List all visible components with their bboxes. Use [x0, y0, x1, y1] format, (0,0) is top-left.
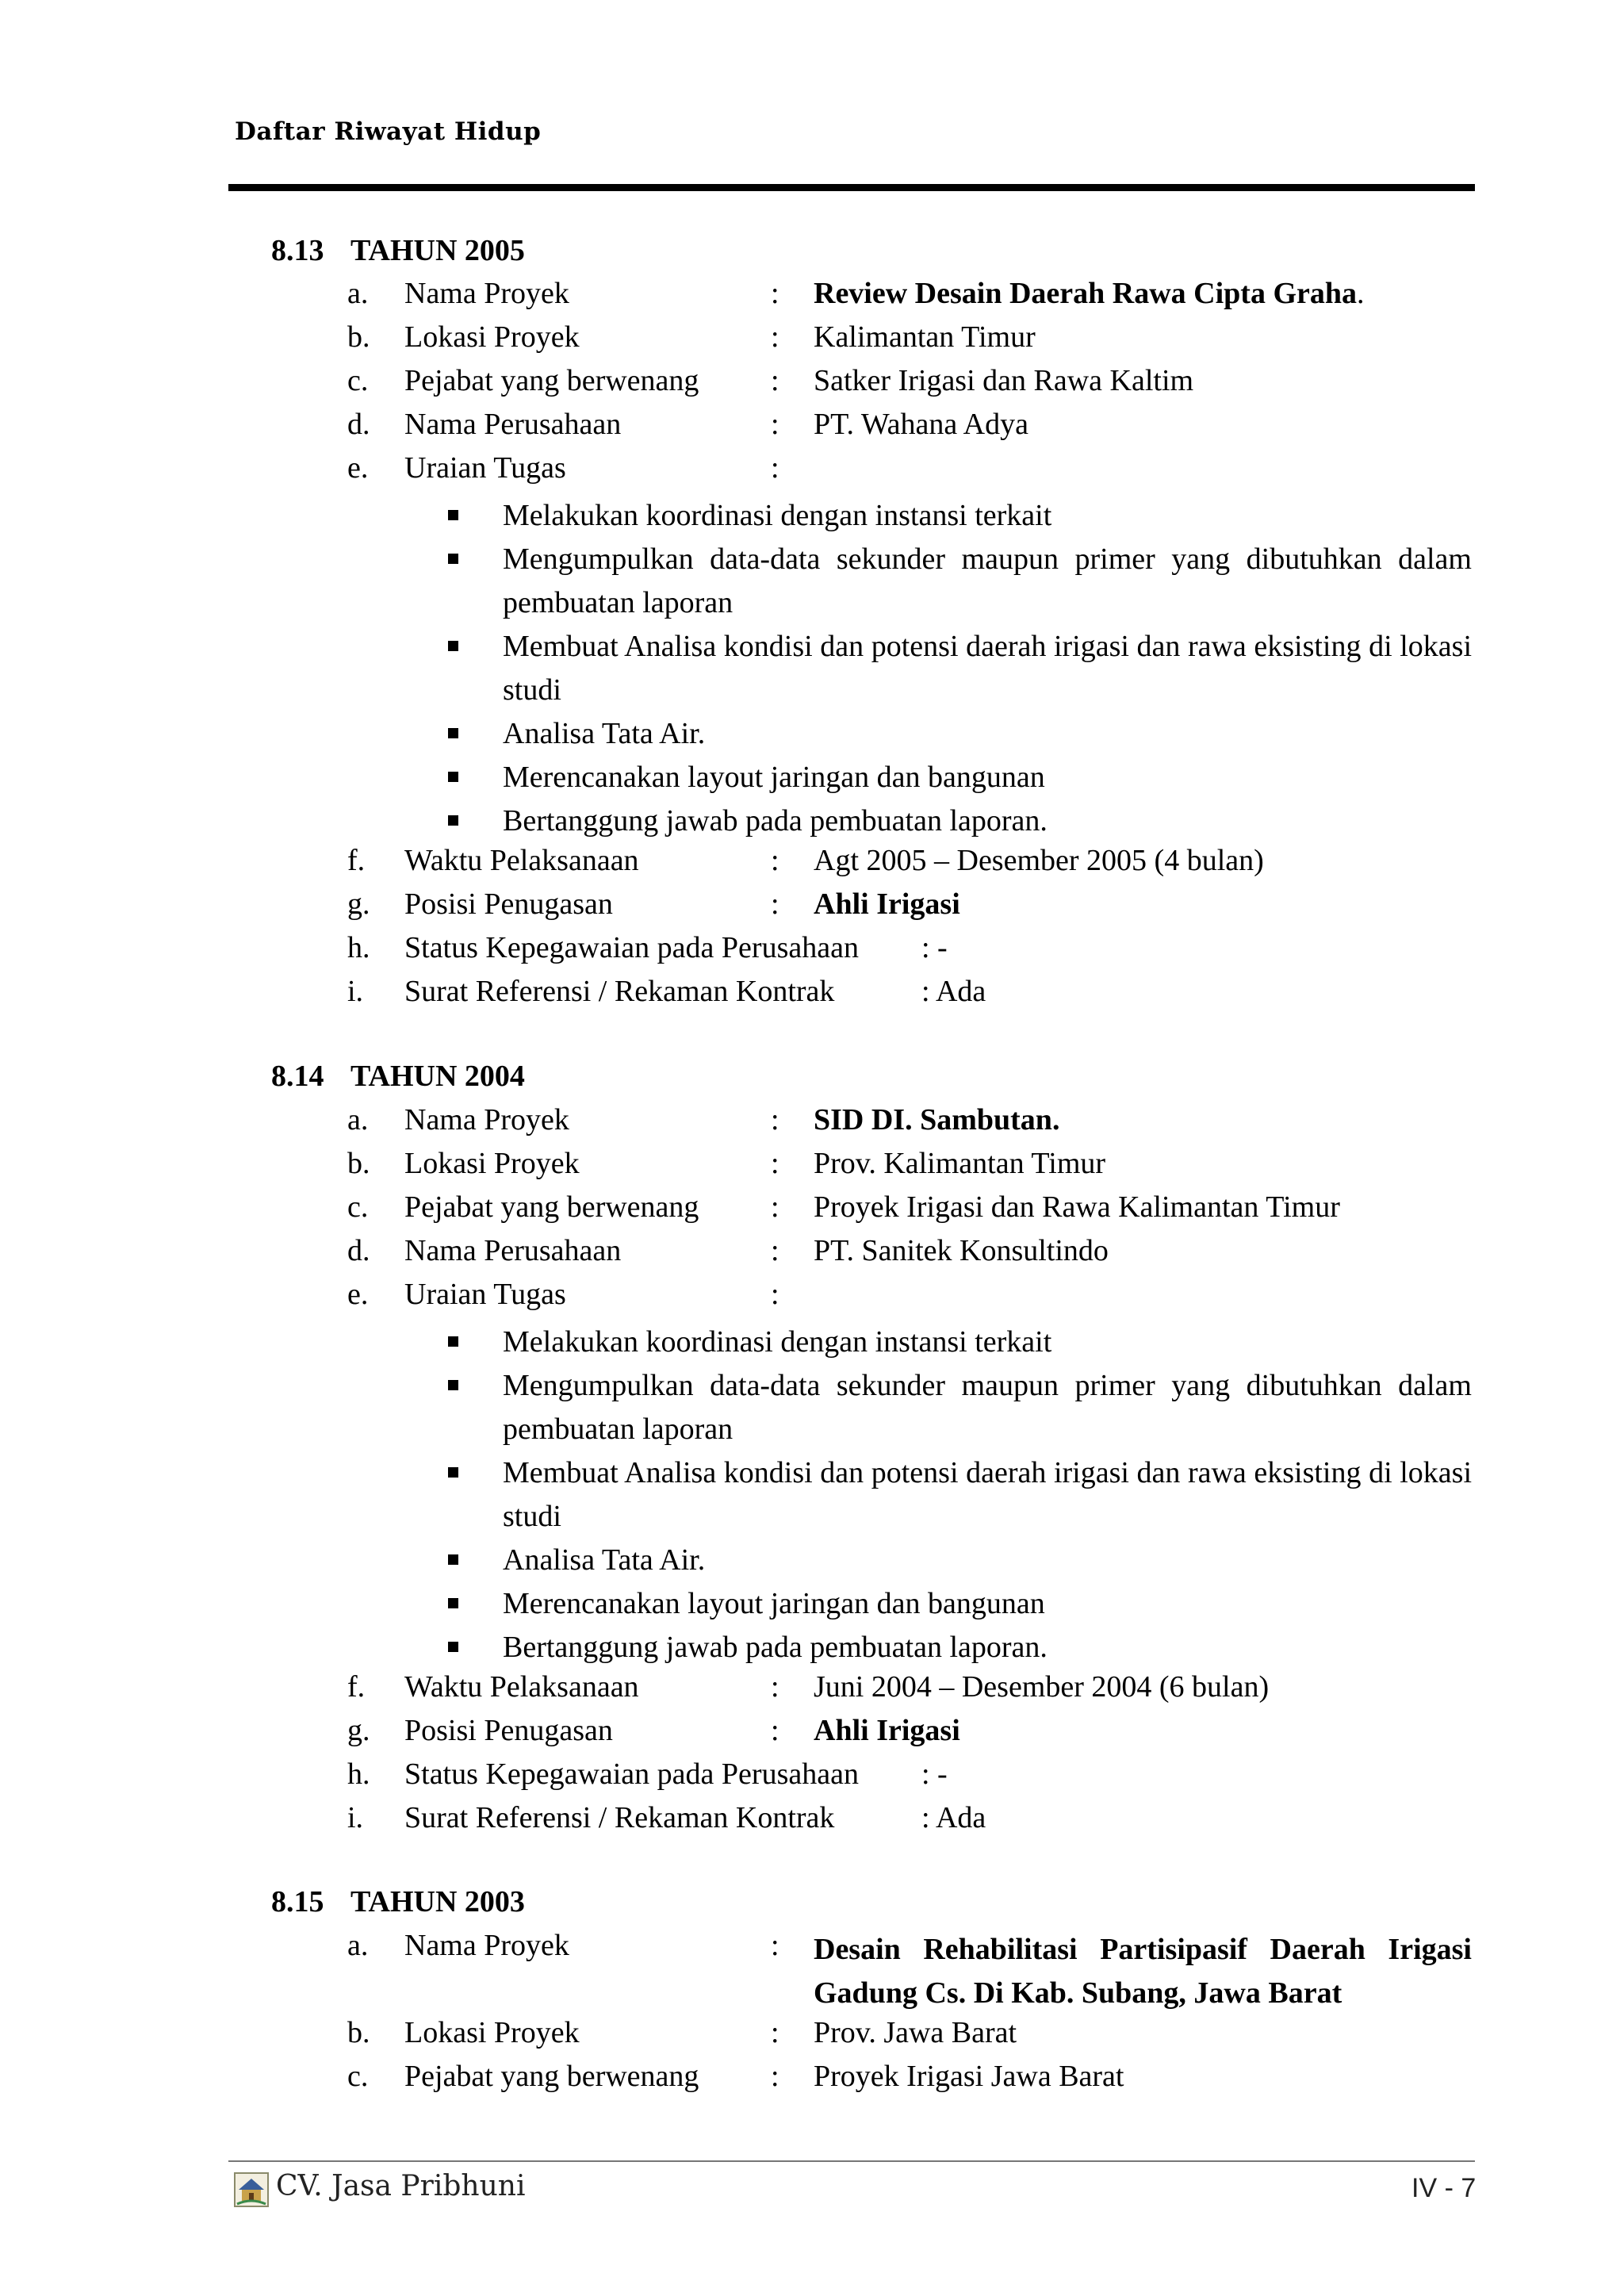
bullet-square-icon [448, 1554, 458, 1565]
field-label: Nama Proyek [404, 277, 569, 310]
field-colon: : [771, 1278, 779, 1311]
field-colon: : [771, 1929, 779, 1962]
field-row-surat [0, 974, 1624, 1018]
field-row-lokasi [0, 2015, 1624, 2059]
bullet-square-icon [448, 1642, 458, 1652]
field-value: Kalimantan Timur [814, 320, 1036, 354]
section-year: TAHUN 2003 [350, 1885, 525, 1918]
project-name: SID DI. Sambutan. [814, 1103, 1060, 1137]
field-letter: i. [347, 975, 364, 1008]
field-label: Nama Proyek [404, 1103, 569, 1137]
field-row-perusahaan [0, 407, 1624, 450]
field-row-uraian [0, 1277, 1624, 1320]
field-row-nama-proyek [0, 276, 1624, 320]
bullet-square-icon [448, 772, 458, 782]
task-text: Analisa Tata Air. [503, 1543, 706, 1577]
footer-rule [228, 2160, 1475, 2162]
field-label: Surat Referensi / Rekaman Kontrak [404, 1801, 835, 1834]
field-letter: b. [347, 1147, 370, 1180]
task-text: Membuat Analisa kondisi dan potensi daerah irigasi dan rawa eksisting di lokasi studi [503, 630, 1472, 707]
field-letter: a. [347, 1103, 369, 1137]
bullet-square-icon [448, 728, 458, 738]
section-number: 8.15 [271, 1885, 324, 1918]
field-colon: : [771, 364, 779, 397]
bullet-square-icon [448, 554, 458, 564]
field-row-waktu [0, 843, 1624, 887]
field-colon: : [771, 2060, 779, 2093]
field-value: Ahli Irigasi [814, 887, 960, 921]
field-row-perusahaan [0, 1233, 1624, 1277]
task-text: Mengumpulkan data-data sekunder maupun primer yang dibutuhkan dalam pembuatan laporan [503, 1369, 1472, 1446]
project-name: Review Desain Daerah Rawa Cipta Graha [814, 277, 1358, 310]
field-label: Lokasi Proyek [404, 1147, 580, 1180]
field-label: Uraian Tugas [404, 451, 566, 485]
field-label: Nama Perusahaan [404, 408, 622, 441]
field-row-uraian [0, 450, 1624, 494]
field-colon: : [771, 277, 779, 310]
field-label: Posisi Penugasan [404, 887, 613, 921]
field-value: Prov. Jawa Barat [814, 2016, 1017, 2049]
field-label: Pejabat yang berwenang [404, 364, 699, 397]
field-label: Posisi Penugasan [404, 1714, 613, 1747]
page-header-title: Daftar Riwayat Hidup [235, 117, 542, 146]
field-value: : - [921, 1757, 948, 1791]
field-label: Uraian Tugas [404, 1278, 566, 1311]
field-value: Prov. Kalimantan Timur [814, 1147, 1106, 1180]
field-value: Agt 2005 – Desember 2005 (4 bulan) [814, 844, 1264, 877]
section-title [271, 1884, 525, 1919]
field-label: Nama Proyek [404, 1929, 569, 1962]
bullet-square-icon [448, 1336, 458, 1347]
task-text: Merencanakan layout jaringan dan bangunan [503, 761, 1045, 794]
project-name: Desain Rehabilitasi Partisipasif Daerah Irigasi Gadung Cs. Di Kab. Subang, Jawa Barat [814, 1933, 1472, 2010]
field-letter: h. [347, 931, 370, 964]
field-colon: : [771, 1714, 779, 1747]
field-colon: : [771, 451, 779, 485]
field-colon: : [771, 1670, 779, 1704]
field-colon: : [771, 2016, 779, 2049]
section-number: 8.13 [271, 234, 324, 267]
field-row-status [0, 930, 1624, 974]
field-value: Proyek Irigasi dan Rawa Kalimantan Timur [814, 1190, 1340, 1224]
field-row-nama-proyek [0, 1928, 1624, 2015]
field-colon: : [771, 844, 779, 877]
field-row-nama-proyek [0, 1102, 1624, 1146]
field-letter: g. [347, 1714, 370, 1747]
field-letter: h. [347, 1757, 370, 1791]
field-letter: c. [347, 364, 369, 397]
field-label: Pejabat yang berwenang [404, 2060, 699, 2093]
field-colon: : [771, 1190, 779, 1224]
field-value: : - [921, 931, 948, 964]
task-text: Bertanggung jawab pada pembuatan laporan. [503, 1631, 1048, 1664]
field-letter: b. [347, 2016, 370, 2049]
field-value: PT. Wahana Adya [814, 408, 1028, 441]
footer-company-name: CV. Jasa Pribhuni [276, 2170, 526, 2202]
field-row-pejabat [0, 2059, 1624, 2102]
field-row-waktu [0, 1669, 1624, 1713]
field-colon: : [771, 1103, 779, 1137]
field-row-lokasi [0, 320, 1624, 363]
field-label: Nama Perusahaan [404, 1234, 622, 1267]
bullet-square-icon [448, 641, 458, 651]
field-label: Status Kepegawaian pada Perusahaan [404, 1757, 859, 1791]
field-row-surat [0, 1800, 1624, 1844]
section-title [271, 1059, 525, 1094]
field-label: Status Kepegawaian pada Perusahaan [404, 931, 859, 964]
field-row-pejabat [0, 1190, 1624, 1233]
bullet-square-icon [448, 1380, 458, 1390]
bullet-square-icon [448, 1467, 458, 1478]
field-letter: e. [347, 451, 369, 485]
bullet-square-icon [448, 1598, 458, 1608]
field-letter: d. [347, 408, 370, 441]
field-row-posisi [0, 887, 1624, 930]
field-colon: : [771, 320, 779, 354]
section-year: TAHUN 2004 [350, 1060, 525, 1093]
task-text: Mengumpulkan data-data sekunder maupun primer yang dibutuhkan dalam pembuatan laporan [503, 542, 1472, 619]
field-value: Ahli Irigasi [814, 1714, 960, 1747]
page-number: IV - 7 [1411, 2173, 1477, 2203]
task-text: Melakukan koordinasi dengan instansi terkait [503, 499, 1052, 532]
field-value: : Ada [921, 1801, 986, 1834]
field-letter: a. [347, 1929, 369, 1962]
task-text: Melakukan koordinasi dengan instansi terkait [503, 1325, 1052, 1359]
section-number: 8.14 [271, 1060, 324, 1093]
field-row-status [0, 1757, 1624, 1800]
field-colon: : [771, 1234, 779, 1267]
section-year: TAHUN 2005 [350, 234, 525, 267]
field-label: Waktu Pelaksanaan [404, 844, 639, 877]
field-letter: f. [347, 1670, 366, 1704]
field-value: Proyek Irigasi Jawa Barat [814, 2060, 1124, 2093]
period-mark: . [1357, 277, 1365, 310]
field-value: Juni 2004 – Desember 2004 (6 bulan) [814, 1670, 1270, 1704]
field-value [814, 276, 1365, 311]
field-value: : Ada [921, 975, 986, 1008]
field-colon: : [771, 1147, 779, 1180]
field-colon: : [771, 887, 779, 921]
task-text: Analisa Tata Air. [503, 717, 706, 750]
bullet-square-icon [448, 815, 458, 826]
field-letter: i. [347, 1801, 364, 1834]
section-title [271, 233, 525, 268]
field-letter: f. [347, 844, 366, 877]
field-row-pejabat [0, 363, 1624, 407]
field-label: Pejabat yang berwenang [404, 1190, 699, 1224]
field-row-posisi [0, 1713, 1624, 1757]
header-rule [228, 184, 1475, 191]
field-letter: c. [347, 2060, 369, 2093]
field-letter: g. [347, 887, 370, 921]
field-label: Lokasi Proyek [404, 2016, 580, 2049]
field-letter: b. [347, 320, 370, 354]
bullet-square-icon [448, 510, 458, 520]
field-colon: : [771, 408, 779, 441]
field-label: Lokasi Proyek [404, 320, 580, 354]
field-row-lokasi [0, 1146, 1624, 1190]
field-letter: c. [347, 1190, 369, 1224]
field-value: Satker Irigasi dan Rawa Kaltim [814, 364, 1194, 397]
task-text: Merencanakan layout jaringan dan bangunan [503, 1587, 1045, 1620]
field-label: Waktu Pelaksanaan [404, 1670, 639, 1704]
field-label: Surat Referensi / Rekaman Kontrak [404, 975, 835, 1008]
company-logo-icon [234, 2172, 269, 2207]
field-letter: e. [347, 1278, 369, 1311]
task-text: Membuat Analisa kondisi dan potensi daerah irigasi dan rawa eksisting di lokasi studi [503, 1456, 1472, 1533]
task-text: Bertanggung jawab pada pembuatan laporan. [503, 804, 1048, 838]
field-value: PT. Sanitek Konsultindo [814, 1234, 1109, 1267]
field-letter: d. [347, 1234, 370, 1267]
field-letter: a. [347, 277, 369, 310]
